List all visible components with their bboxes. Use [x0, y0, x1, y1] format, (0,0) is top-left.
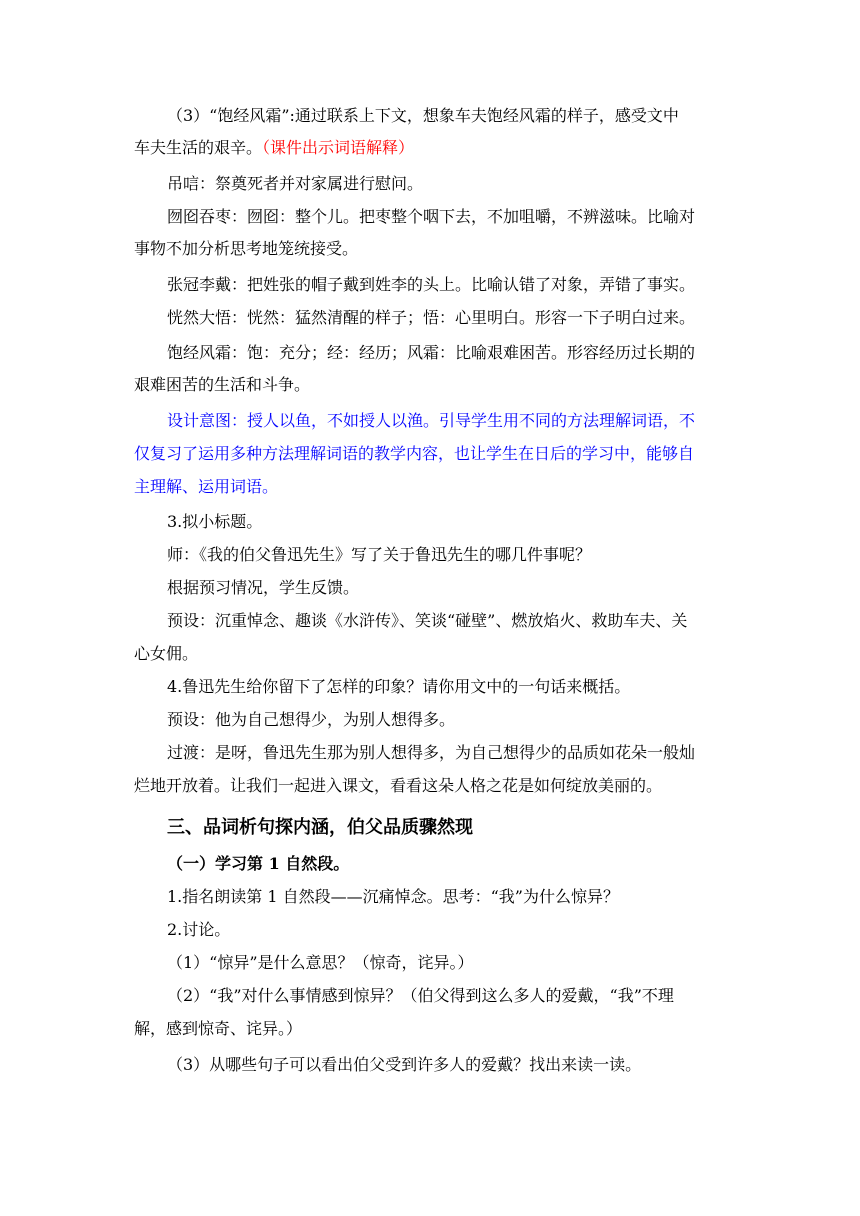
- paragraph-line: （1）“惊异”是什么意思？（惊奇，诧异。）: [167, 953, 474, 972]
- design-intent-line: 主理解、运用词语。: [134, 477, 279, 496]
- text-run: 车夫生活的艰辛。: [134, 138, 263, 157]
- design-intent-line: 仅复习了运用多种方法理解词语的教学内容，也让学生在日后的学习中，能够自: [134, 444, 695, 463]
- paragraph-line: 心女佣。: [134, 644, 199, 663]
- paragraph-line: 预设：沉重悼念、趣谈《水浒传》、笑谈“碰壁”、燃放焰火、救助车夫、关: [167, 611, 688, 630]
- paragraph-line: （3）从哪些句子可以看出伯父受到许多人的爱戴？找出来读一读。: [167, 1055, 642, 1074]
- paragraph-line: 1.指名朗读第 1 自然段——沉痛悼念。思考：“我”为什么惊异？: [167, 887, 619, 906]
- design-intent-line: 设计意图：授人以鱼，不如授人以渔。引导学生用不同的方法理解词语，不: [167, 411, 696, 430]
- definition-line: 饱经风霜：饱：充分；经：经历；风霜：比喻艰难困苦。形容经历过长期的: [167, 343, 696, 362]
- paragraph-line: 2.讨论。: [167, 920, 231, 939]
- definition-line: 囫囵吞枣：囫囵：整个儿。把枣整个咽下去，不加咀嚼，不辨滋味。比喻对: [167, 207, 696, 226]
- paragraph-line: 解，感到惊奇、诧异。）: [134, 1019, 303, 1038]
- definition-line: 事物不加分析思考地笼统接受。: [134, 239, 359, 258]
- paragraph-line: （3）“饱经风霜”:通过联系上下文，想象车夫饱经风霜的样子，感受文中: [167, 106, 679, 125]
- paragraph-line: 师：《我的伯父鲁迅先生》写了关于鲁迅先生的哪几件事呢？: [167, 545, 592, 564]
- paragraph-line: 烂地开放着。让我们一起进入课文，看看这朵人格之花是如何绽放美丽的。: [134, 776, 663, 795]
- paragraph-line: [134, 137, 414, 159]
- courseware-note: （课件出示词语解释）: [262, 138, 415, 157]
- definition-line: 吊唁：祭奠死者并对家属进行慰问。: [167, 174, 424, 193]
- definition-line: 艰难困苦的生活和斗争。: [134, 375, 311, 394]
- subsection-heading: （一）学习第 1 自然段。: [167, 854, 350, 873]
- paragraph-line: （2）“我”对什么事情感到惊异？（伯父得到这么多人的爱戴，“我”不理: [167, 986, 674, 1005]
- definition-line: 张冠李戴：把姓张的帽子戴到姓李的头上。比喻认错了对象，弄错了事实。: [167, 275, 696, 294]
- paragraph-line: 过渡：是呀，鲁迅先生那为别人想得多，为自己想得少的品质如花朵一般灿: [167, 743, 696, 762]
- paragraph-line: 根据预习情况，学生反馈。: [167, 578, 360, 597]
- paragraph-line: 4.鲁迅先生给你留下了怎样的印象？请你用文中的一句话来概括。: [167, 677, 631, 696]
- section-heading: 三、品词析句探内涵，伯父品质骤然现: [167, 817, 473, 838]
- paragraph-line: 预设：他为自己想得少，为别人想得多。: [167, 710, 456, 729]
- definition-line: 恍然大悟：恍然：猛然清醒的样子；悟：心里明白。形容一下子明白过来。: [167, 308, 696, 327]
- paragraph-line: 3.拟小标题。: [167, 512, 263, 531]
